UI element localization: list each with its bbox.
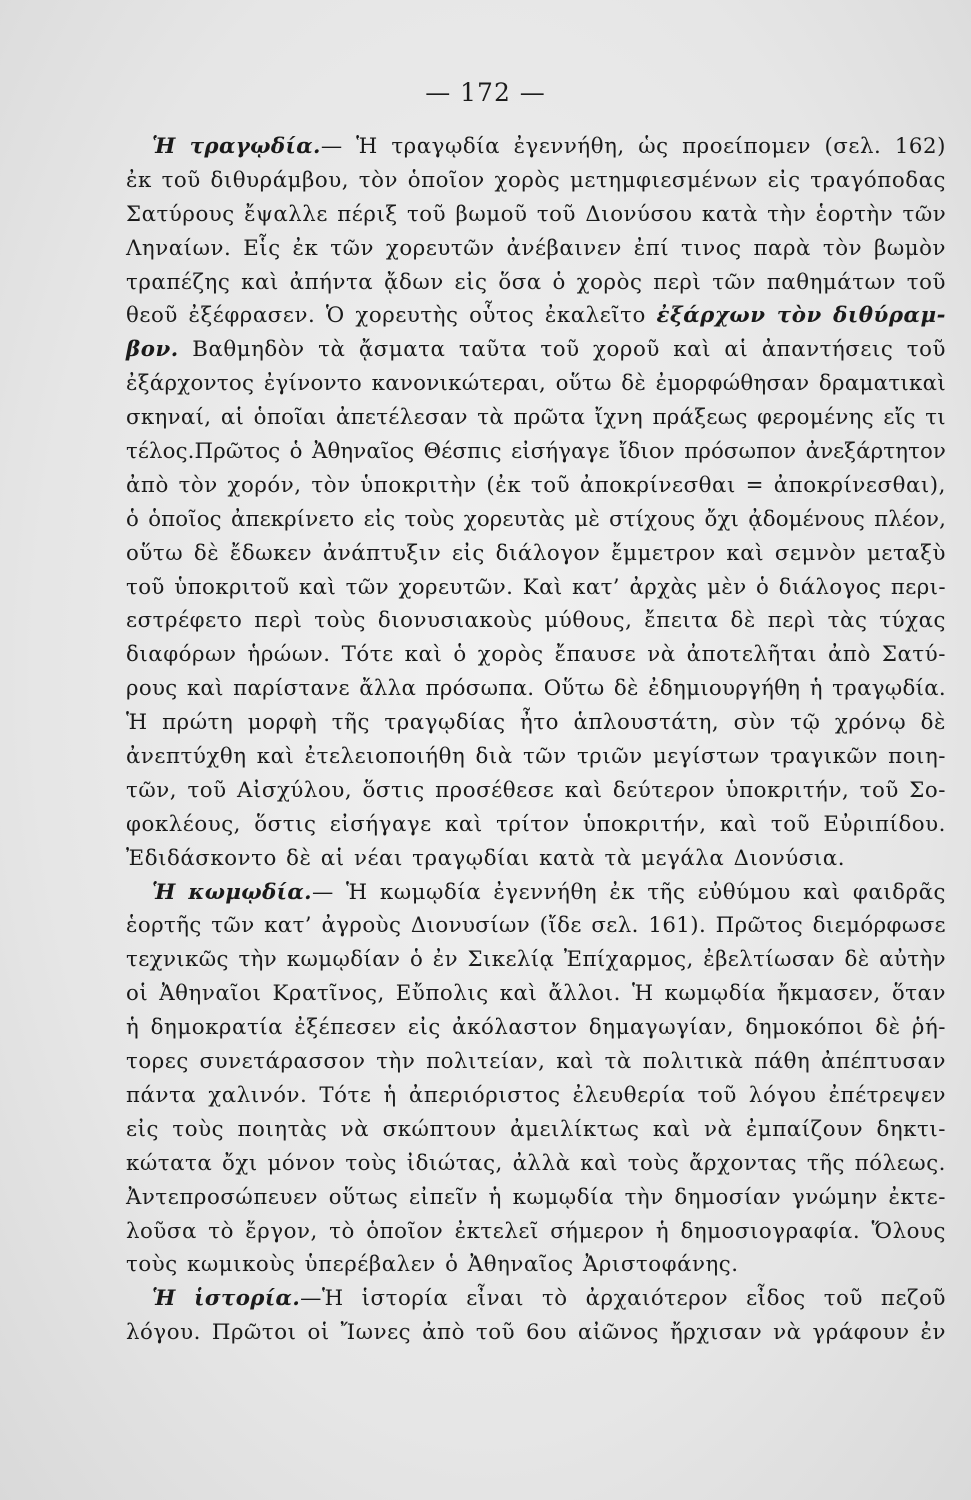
text-line <box>126 604 946 638</box>
text-line <box>126 469 946 503</box>
section-heading: Ἡ ἱστορία. <box>152 1286 301 1312</box>
line-text: ἡ δημοκρατία ἐξέπεσεν εἰς ἀκόλαστον δημαγωγίαν, δημοκόποι δὲ ῥή- <box>126 1015 946 1041</box>
line-text: οὕτω δὲ ἔδωκεν ἀνάπτυξιν εἰς διάλογον ἔμμετρον καὶ σεμνὸν μεταξὺ <box>126 540 946 566</box>
line-text: Σατύρους ἔψαλλε πέριξ τοῦ βωμοῦ τοῦ Διονύσου κατὰ τὴν ἑορτὴν τῶν <box>126 201 947 227</box>
line-text: θεοῦ ἐξέφρασεν. Ὁ χορευτὴς οὗτος ἐκαλεῖτο <box>126 303 646 329</box>
line-text: ἀπὸ τὸν χορόν, τὸν ὑποκριτὴν (ἐκ τοῦ ἀποκρίνεσθαι = ἀποκρίνεσθαι), <box>126 472 946 498</box>
line-text: τεχνικῶς τὴν κωμῳδίαν ὁ ἐν Σικελίᾳ Ἐπίχαρμος, ἐβελτίωσαν δὲ αὐτὴν <box>126 947 946 973</box>
body-text <box>126 130 946 1350</box>
text-line <box>126 1011 946 1045</box>
text-line <box>126 130 946 164</box>
line-text: σκηναί, αἱ ὁποῖαι ἀπετέλεσαν τὰ πρῶτα ἴχνη πράξεως φερομένης εἴς τι <box>126 405 946 431</box>
text-line <box>126 198 946 232</box>
line-text: Ληναίων. Εἷς ἐκ τῶν χορευτῶν ἀνέβαινεν ἐπί τινος παρὰ τὸν βωμὸν <box>126 235 946 261</box>
text-line <box>126 1045 946 1079</box>
text-line <box>126 299 946 333</box>
line-text: τορες συνετάρασσον τὴν πολιτείαν, καὶ τὰ πολιτικὰ πάθη ἀπέπτυσαν <box>126 1049 946 1075</box>
text-line <box>126 333 946 367</box>
text-line <box>126 1282 946 1316</box>
emphasized-term: ἐξάρχων τὸν διθύραμ- <box>656 303 946 329</box>
text-line <box>126 740 946 774</box>
text-line <box>126 537 946 571</box>
line-text: οἱ Ἀθηναῖοι Κρατῖνος, Εὔπολις καὶ ἄλλοι. Ἡ κωμῳδία ἤκμασεν, ὅταν <box>126 981 946 1007</box>
text-line <box>126 977 946 1011</box>
line-text: Ἐδιδάσκοντο δὲ αἱ νέαι τραγῳδίαι κατὰ τὰ μεγάλα Διονύσια. <box>126 845 846 871</box>
text-line <box>126 842 946 876</box>
line-text: πάντα χαλινόν. Τότε ἡ ἀπεριόριστος ἐλευθερία τοῦ λόγου ἐπέτρεψεν <box>126 1082 946 1108</box>
text-line <box>126 401 946 435</box>
line-text: διαφόρων ἡρώων. Τότε καὶ ὁ χορὸς ἔπαυσε νὰ ἀποτελῆται ἀπὸ Σατύ- <box>126 642 946 668</box>
text-line <box>126 1248 946 1282</box>
page-number: — 172 — <box>425 78 546 107</box>
text-line <box>126 1147 946 1181</box>
line-text: ἑορτῆς τῶν κατ’ ἀγροὺς Διονυσίων (ἴδε σελ. 161). Πρῶτος διεμόρφωσε <box>126 913 946 939</box>
line-text: ἀνεπτύχθη καὶ ἐτελειοποιήθη διὰ τῶν τριῶν μεγίστων τραγικῶν ποιη- <box>126 744 946 770</box>
text-line <box>126 672 946 706</box>
text-line <box>126 367 946 401</box>
line-text: Ἡ πρώτη μορφὴ τῆς τραγῳδίας ἦτο ἁπλουστάτη, σὺν τῷ χρόνῳ δὲ <box>126 710 946 736</box>
text-line <box>126 909 946 943</box>
text-line <box>126 943 946 977</box>
text-line <box>126 571 946 605</box>
text-line <box>126 503 946 537</box>
text-line <box>126 1113 946 1147</box>
line-text: εἰς τοὺς ποιητὰς νὰ σκώπτουν ἀμειλίκτως καὶ νὰ ἐμπαίζουν δηκτι- <box>126 1116 946 1142</box>
line-text: τοὺς κωμικοὺς ὑπερέβαλεν ὁ Ἀθηναῖος Ἀριστοφάνης. <box>126 1252 739 1278</box>
line-text: — Ἡ κωμῳδία ἐγεννήθη ἐκ τῆς εὐθύμου καὶ φαιδρᾶς <box>312 879 947 905</box>
line-text: εστρέφετο περὶ τοὺς διονυσιακοὺς μύθους, ἔπειτα δὲ περὶ τὰς τύχας <box>126 608 946 634</box>
text-line <box>126 706 946 740</box>
emphasized-term: βον. <box>126 337 179 363</box>
line-text: ρους καὶ παρίστανε ἄλλα πρόσωπα. Οὕτω δὲ ἐδημιουργήθη ἡ τραγῳδία. <box>126 676 946 702</box>
line-text: λόγου. Πρῶτοι οἱ Ἴωνες ἀπὸ τοῦ 6ου αἰῶνος ἤρχισαν νὰ γράφουν ἐν <box>126 1320 946 1346</box>
line-text: ὁ ὁποῖος ἀπεκρίνετο εἰς τοὺς χορευτὰς μὲ στίχους ὄχι ᾀδομένους πλέον, <box>126 506 946 532</box>
line-text: τοῦ ὑποκριτοῦ καὶ τῶν χορευτῶν. Καὶ κατ’ ἀρχὰς μὲν ὁ διάλογος περι- <box>126 574 946 600</box>
line-text: — Ἡ τραγῳδία ἐγεννήθη, ὡς προείπομεν (σελ. 162) <box>320 134 946 159</box>
line-text: λοῦσα τὸ ἔργον, τὸ ὁποῖον ἐκτελεῖ σήμερον ἡ δημοσιογραφία. Ὅλους <box>126 1218 946 1244</box>
text-line <box>126 1181 946 1215</box>
line-text: ἐξάρχοντος ἐγίνοντο κανονικώτεραι, οὕτω δὲ ἐμορφώθησαν δραματικαὶ <box>126 371 946 397</box>
text-line <box>126 1215 946 1249</box>
text-line <box>126 435 946 469</box>
line-text: κώτατα ὄχι μόνον τοὺς ἰδιώτας, ἀλλὰ καὶ τοὺς ἄρχοντας τῆς πόλεως. <box>126 1150 946 1176</box>
line-text: Βαθμηδὸν τὰ ᾄσματα ταῦτα τοῦ χοροῦ καὶ αἱ ἀπαντήσεις τοῦ <box>192 337 946 363</box>
line-text: ἐκ τοῦ διθυράμβου, τὸν ὁποῖον χορὸς μετημφιεσμένων εἰς τραγόποδας <box>126 167 946 193</box>
line-text: φοκλέους, ὅστις εἰσήγαγε καὶ τρίτον ὑποκριτήν, καὶ τοῦ Εὐριπίδου. <box>126 811 946 837</box>
text-line <box>126 808 946 842</box>
text-line <box>126 266 946 300</box>
line-text: τῶν, τοῦ Αἰσχύλου, ὅστις προσέθεσε καὶ δεύτερον ὑποκριτήν, τοῦ Σο- <box>126 777 946 803</box>
line-text: τέλος.Πρῶτος ὁ Ἀθηναῖος Θέσπις εἰσήγαγε ἴδιον πρόσωπον ἀνεξάρτητον <box>126 439 946 465</box>
line-text: τραπέζης καὶ ἀπήντα ᾄδων εἰς ὅσα ὁ χορὸς περὶ τῶν παθημάτων τοῦ <box>126 269 946 295</box>
text-line <box>126 1316 946 1350</box>
section-heading: Ἡ κωμῳδία. <box>152 879 312 905</box>
text-line <box>126 232 946 266</box>
text-line <box>126 774 946 808</box>
text-line <box>126 1079 946 1113</box>
section-heading: Ἡ τραγῳδία. <box>152 134 321 159</box>
line-text: Ἀντεπροσώπευεν οὕτως εἰπεῖν ἡ κωμῳδία τὴν δημοσίαν γνώμην ἐκτε- <box>126 1184 946 1210</box>
text-line <box>126 638 946 672</box>
text-line <box>126 164 946 198</box>
line-text: —Ἡ ἱστορία εἶναι τὸ ἀρχαιότερον εἶδος τοῦ πεζοῦ <box>300 1286 946 1312</box>
text-line <box>126 876 946 910</box>
